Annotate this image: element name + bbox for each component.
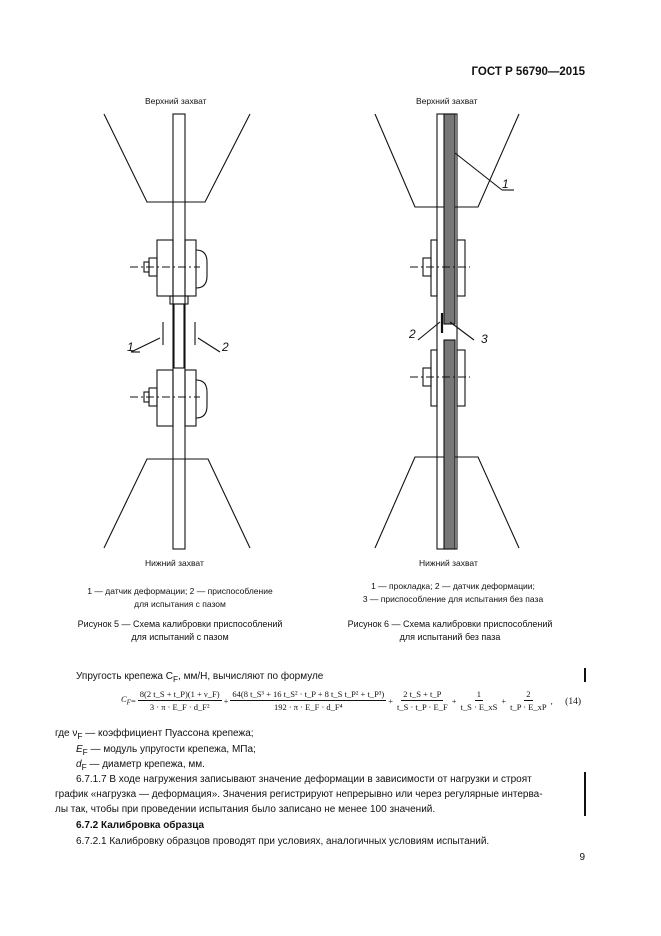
definition-d: $d_F$ — диаметр крепежа, мм. <box>76 759 205 772</box>
figure5-caption-line1: Рисунок 5 — Схема калибровки приспособлений <box>77 619 283 629</box>
formula-intro-text: Упругость крепежа C <box>76 671 173 682</box>
figure6-caption-line2: для испытаний без паза <box>399 632 501 642</box>
figure6-top-label: Верхний захват <box>416 96 478 106</box>
figure6-legend-line2: 3 — приспособление для испытания без паза <box>362 594 544 604</box>
figure5-caption-line2: для испытаний с пазом <box>131 632 229 642</box>
figure5-callout-1: 1 <box>127 340 134 354</box>
document-standard-number: ГОСТ Р 56790—2015 <box>471 66 585 78</box>
para-6-7-2-1: 6.7.2.1 Калибровку образцов проводят при условиях, аналогичных условиям испытаний. <box>76 836 490 847</box>
formula-14 <box>121 689 553 712</box>
formula-term-3: $\frac{2 t\_S + t\_P}{t\_S \cdot t\_P \cdot E\_F}$ <box>396 689 448 712</box>
definition-e: $E_F$ — модуль упругости крепежа, МПа; <box>76 744 256 757</box>
formula-eq: = <box>131 695 136 706</box>
figure5-callout-2: 2 <box>222 340 229 354</box>
figure5-legend <box>70 585 290 611</box>
figure6-callout-2: 2 <box>409 327 416 341</box>
figure5-caption <box>60 618 300 644</box>
formula-term-5: $\frac{2}{t\_P \cdot E\_xP}$ <box>510 689 547 712</box>
definition-nu: где $\nu_F$ — коэффициент Пуассона крепежа; <box>55 728 254 741</box>
change-bar-2 <box>584 772 586 816</box>
section-6-7-2-title: 6.7.2 Калибровка образца <box>76 820 205 831</box>
figure6-bottom-label: Нижний захват <box>419 558 478 568</box>
figure5-bottom-label: Нижний захват <box>145 558 204 568</box>
formula-intro-rest: , мм/Н, вычисляют по формуле <box>178 671 324 682</box>
formula-tail: , <box>550 695 553 706</box>
figure6-callout-3: 3 <box>481 332 488 346</box>
figure6-legend-line1: 1 — прокладка; 2 — датчик деформации; <box>371 581 535 591</box>
formula-term-4: $\frac{1}{t\_S \cdot E\_xS}$ <box>460 689 498 712</box>
formula-intro <box>76 669 323 687</box>
change-bar <box>584 668 586 682</box>
formula-intro-sub: F <box>172 674 179 684</box>
formula-lhs: $C_F$ <box>121 694 131 707</box>
figure5-legend-line1: 1 — датчик деформации; 2 — приспособление <box>87 586 273 596</box>
formula-term-1: $\frac{8(2 t\_S + t\_P)(1 + \nu\_F)}{\text{3 · π · E\_F · d\_F²}}$ <box>139 689 220 712</box>
formula-plus-1: + <box>223 695 229 706</box>
figure5-legend-line2: для испытания с пазом <box>134 599 226 609</box>
formula-number: (14) <box>565 697 581 707</box>
figure5-top-label: Верхний захват <box>145 96 207 106</box>
page-number: 9 <box>579 852 585 863</box>
figure6-callout-1: 1 <box>502 177 509 191</box>
para-6-7-1-7-line1: 6.7.1.7 В ходе нагружения записывают значение деформации в зависимости от нагрузки и строят <box>76 774 532 785</box>
formula-plus-4: + <box>501 695 507 706</box>
figure6-legend <box>338 580 568 606</box>
figure6-caption-line1: Рисунок 6 — Схема калибровки приспособлений <box>347 619 553 629</box>
para-6-7-1-7-line3: лы так, чтобы при проведении испытания было записано не менее 100 значений. <box>55 804 436 815</box>
formula-plus-2: + <box>388 695 393 706</box>
figure6-caption <box>330 618 570 644</box>
para-6-7-1-7-line2: график «нагрузка — деформация». Значения регистрируют непрерывно или через регулярные интерва- <box>55 789 543 800</box>
formula-plus-3: + <box>451 695 457 706</box>
formula-term-2: $\frac{\text{64(8 t\_S³ + 16 t\_S² · t\_P + 8 t\_S t\_P² + t\_P³)}}{\text{192 · π · E\_F · d\_F⁴}}$ <box>232 689 385 712</box>
